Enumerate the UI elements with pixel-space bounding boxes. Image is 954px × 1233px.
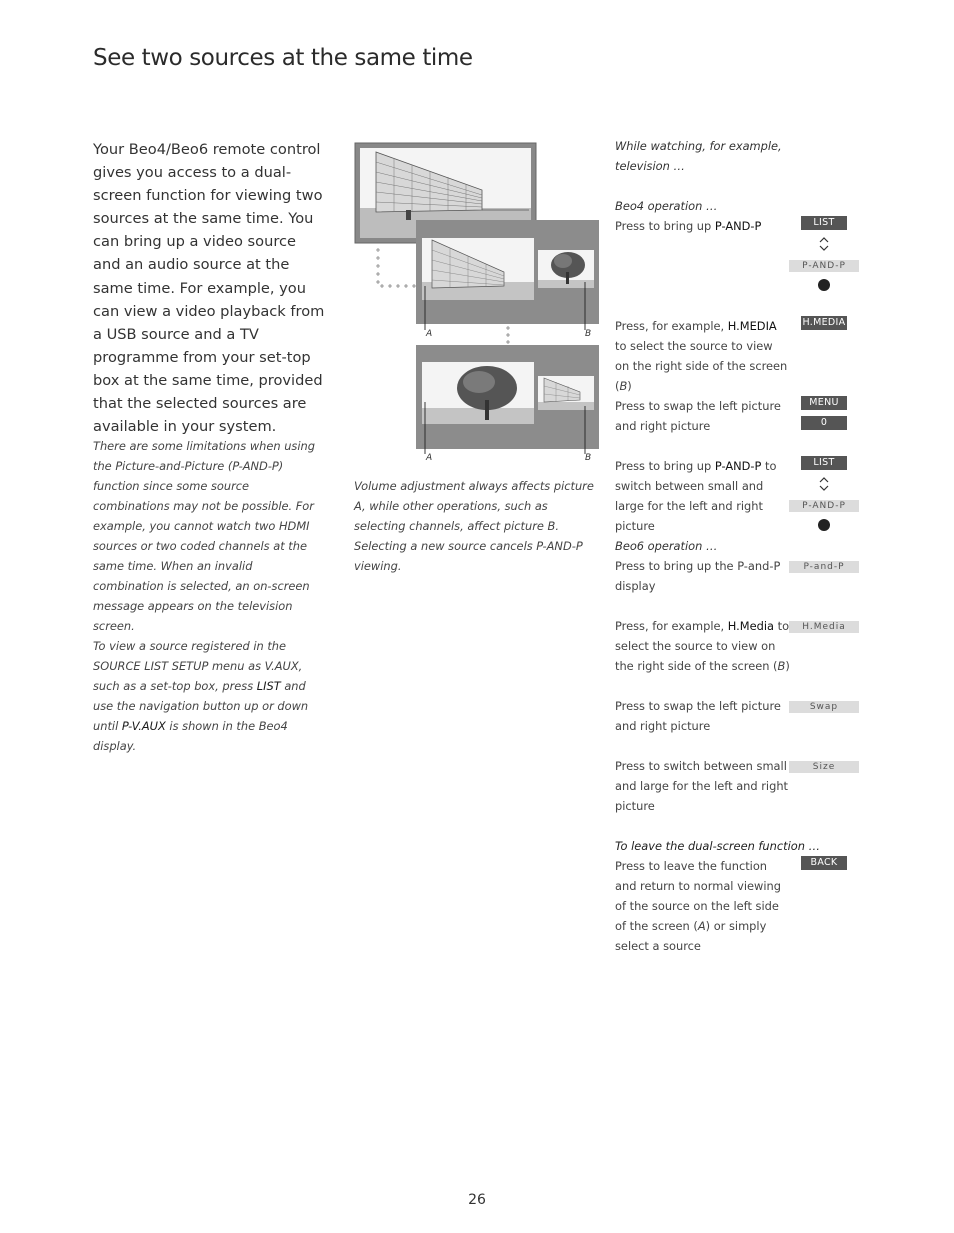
beo6-header: Beo6 operation … — [615, 539, 718, 553]
intro-paragraph: Your Beo4/Beo6 remote control gives you access to a dual-screen function for viewing two sources at the same time. You can bring up a video source and an audio source at the same time. For example, you can view a video playback from a USB source and a TV programme from your set-top box at the same time, provided that the selected sources are available in your system. — [93, 141, 325, 436]
label-b-bottom: B — [585, 453, 592, 463]
list-button: LIST — [801, 216, 847, 230]
page-title: See two sources at the same time — [93, 45, 473, 72]
up-down-arrows-icon — [817, 236, 831, 252]
beo4-header: Beo4 operation … — [615, 199, 718, 213]
step4-text-b: to switch between small and large for the left and right picture — [615, 459, 777, 533]
step-swap: Press to swap the left picture and right picture — [615, 399, 781, 433]
center-button-icon — [818, 519, 830, 531]
step2-text-a: Press, for example, — [615, 319, 728, 333]
while-watching-header: While watching, for example, television … — [615, 139, 782, 173]
page-number: 26 — [468, 1192, 486, 1208]
step9-text-b: ) or simply select a source — [615, 919, 767, 953]
up-down-arrows-icon — [817, 476, 831, 492]
step1-text: Press to bring up — [615, 219, 715, 233]
step1-highlight: P-AND-P — [714, 219, 762, 233]
back-button: BACK — [801, 856, 847, 870]
vaux-note-pvaux: P-V.AUX — [121, 719, 166, 733]
vaux-note-part-c: is shown in the Beo4 display. — [93, 719, 288, 753]
hmedia-button: H.MEDIA — [802, 317, 846, 328]
pandp-display: P-AND-P — [789, 260, 859, 272]
step2-highlight: H.MEDIA — [727, 319, 777, 333]
step-bring-up-pandp — [615, 216, 790, 236]
vaux-note-list: LIST — [256, 679, 281, 693]
beo6-swap-display: Swap — [789, 701, 859, 713]
label-a-bottom: A — [426, 453, 433, 463]
label-a-top: A — [426, 329, 433, 339]
menu-button: MENU — [801, 396, 847, 410]
step2-text-c: ) — [627, 379, 632, 393]
zero-button: 0 — [801, 416, 847, 430]
step-beo6-pandp: Press to bring up the P-and-P display — [615, 559, 781, 593]
step6-text-a: Press, for example, — [615, 619, 728, 633]
illustration-caption: Volume adjustment always affects picture A, while other operations, such as selecting channels, affect picture B. Selecting a new source cancels P-AND-P viewing. — [354, 479, 594, 573]
step-beo6-size: Press to switch between small and large for the left and right picture — [615, 759, 789, 813]
step6-text-b: to select the source to view on the right side of the screen ( — [615, 619, 790, 673]
step2-em: B — [619, 379, 628, 393]
step-hmedia — [615, 316, 790, 396]
leave-header: To leave the dual-screen function … — [615, 839, 820, 853]
limitations-note: There are some limitations when using the Picture-and-Picture (P-AND-P) function since some source combinations may not be possible. For example, you cannot watch two HDMI sources or two coded channels at the same time. When an invalid combination is selected, an on-screen message appears on the television screen. — [93, 439, 315, 633]
step6-text-c: ) — [785, 659, 790, 673]
step4-highlight: P-AND-P — [714, 459, 762, 473]
vaux-note — [93, 636, 325, 756]
step9-text-a: Press to leave the function and return to normal viewing of the source on the left side of the screen ( — [615, 859, 781, 933]
tv-screen-pandp-1 — [416, 220, 599, 330]
step2-text-b: to select the source to view on the right side of the screen ( — [615, 339, 788, 393]
vaux-note-part-a: To view a source registered in the SOURCE LIST SETUP menu as V.AUX, such as a set-top box, press — [93, 639, 303, 693]
vaux-note-part-b: and use the navigation button up or down until — [93, 679, 309, 733]
beo6-hmedia-display: H.Media — [789, 621, 859, 633]
label-b-top: B — [585, 329, 592, 339]
step-beo6-swap: Press to swap the left picture and right picture — [615, 699, 781, 733]
step-switch-size — [615, 456, 790, 536]
center-button-icon — [818, 279, 830, 291]
beo6-size-display: Size — [789, 761, 859, 773]
tv-screen-pandp-2 — [416, 345, 599, 454]
dual-screen-illustration — [354, 140, 604, 470]
beo6-pandp-display: P-and-P — [789, 561, 859, 573]
step6-highlight: H.Media — [727, 619, 774, 633]
step6-em: B — [777, 659, 786, 673]
list-button-2: LIST — [801, 456, 847, 470]
step-beo6-hmedia — [615, 616, 790, 676]
step4-text-a: Press to bring up — [615, 459, 715, 473]
step9-em: A — [697, 919, 706, 933]
pandp-display-2: P-AND-P — [789, 500, 859, 512]
step-leave — [615, 856, 790, 956]
